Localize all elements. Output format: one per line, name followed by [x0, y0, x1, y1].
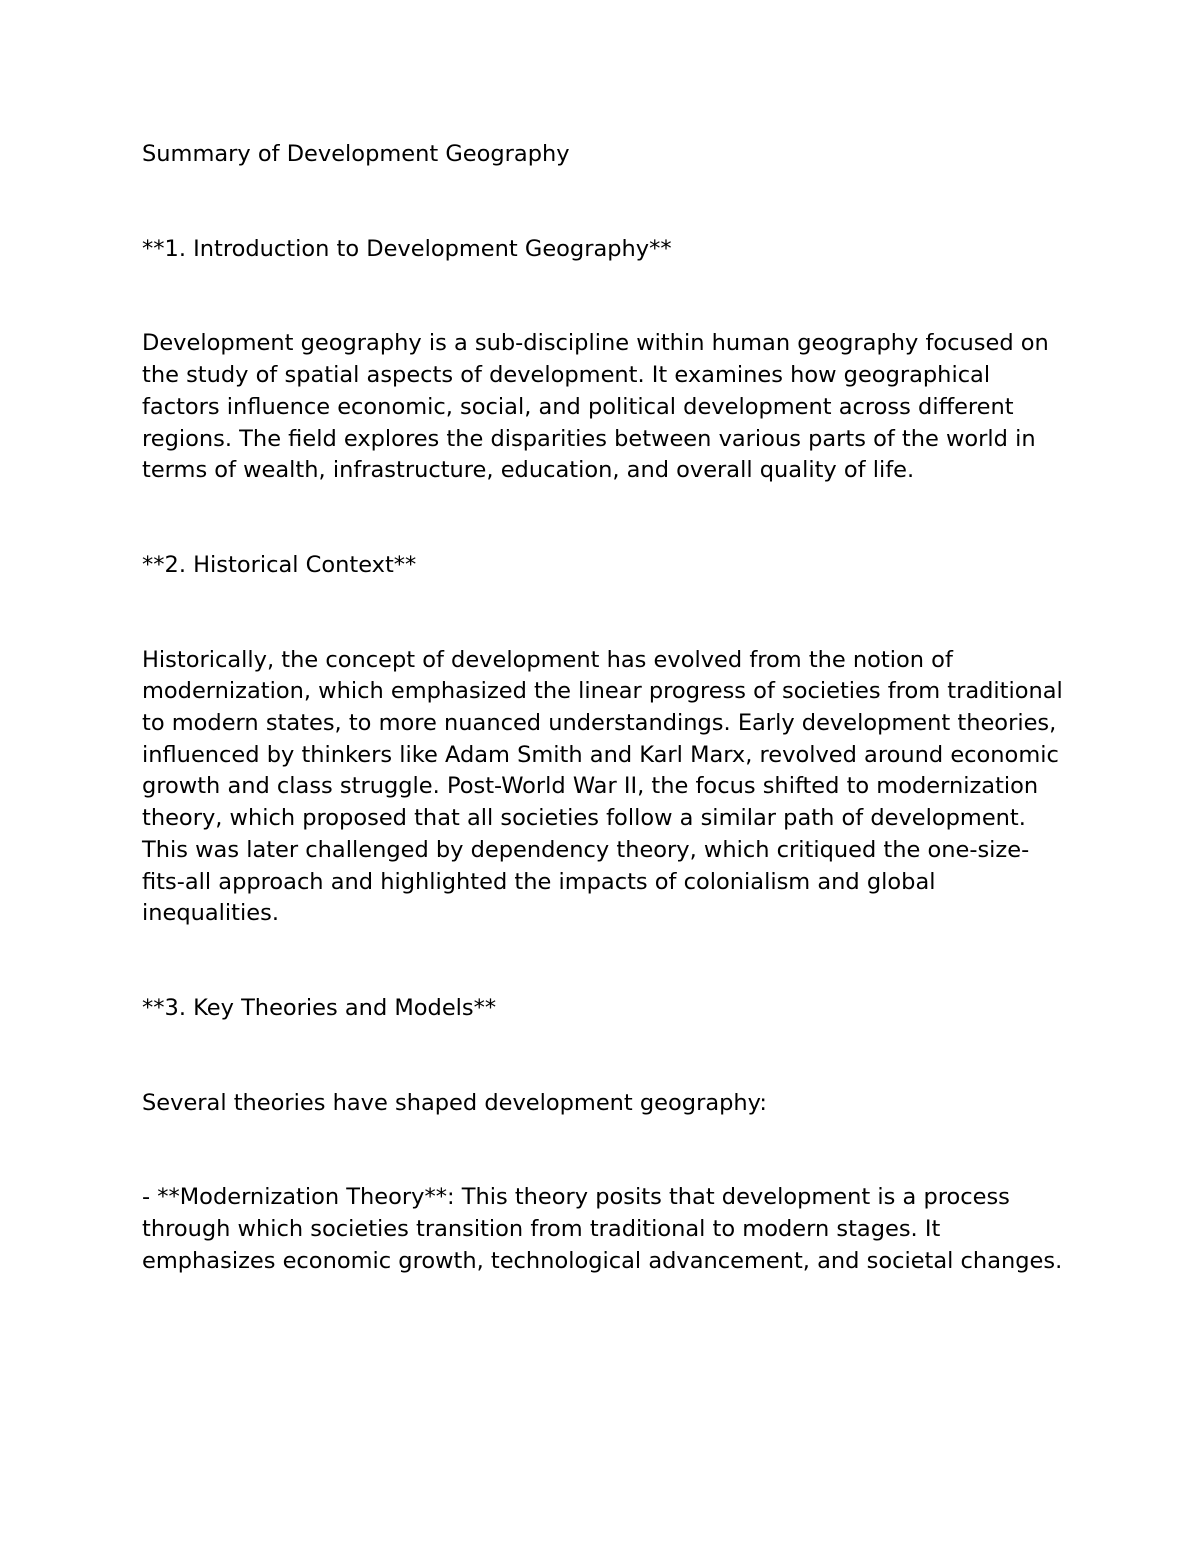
section-heading: **2. Historical Context** — [142, 551, 417, 578]
section-heading: **3. Key Theories and Models** — [142, 994, 497, 1021]
document-title: Summary of Development Geography — [142, 141, 570, 167]
document-body — [142, 139, 1072, 1340]
section-paragraph: Historically, the concept of development has evolved from the notion of modernization, which emphasized the linear progress of societies from traditional to modern states, to more nuanced understandings. Early development theories, influenced by thinkers like Adam Smith and Karl Marx, revolved around economic growth and class struggle. Post-World War II, the focus shifted to modernization theory, which proposed that all societies follow a similar path of development. This was later challenged by dependency theory, which critiqued the one-size-fits-all approach and highlighted the impacts of colonialism and global inequalities. — [142, 646, 1063, 927]
section-heading: **1. Introduction to Development Geography** — [142, 235, 672, 262]
section-paragraph: Development geography is a sub-discipline within human geography focused on the study of spatial aspects of development. It examines how geographical factors influence economic, social, and political development across different regions. The field explores the disparities between various parts of the world in terms of wealth, infrastructure, education, and overall quality of life. — [142, 330, 1049, 484]
section-paragraph: Several theories have shaped development geography: — [142, 1089, 767, 1116]
list-item: - **Modernization Theory**: This theory posits that development is a process through which societies transition from traditional to modern stages. It emphasizes economic growth, technological advancement, and societal changes. — [142, 1184, 1063, 1274]
